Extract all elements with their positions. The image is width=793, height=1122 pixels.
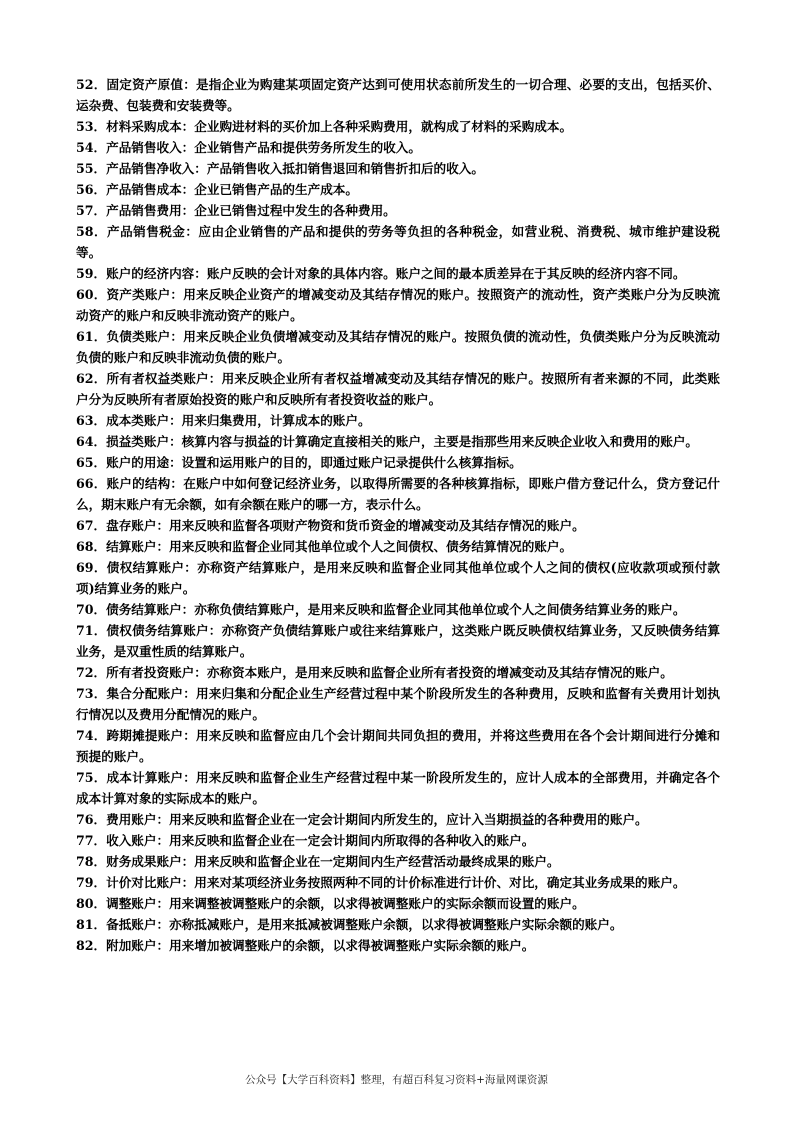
entry-78: 78．财务成果账户：用来反映和监督企业在一定期间内生产经营活动最终成果的账户。 bbox=[76, 854, 560, 869]
entry-82: 82．附加账户：用来增加被调整账户的余额，以求得被调整账户实际余额的账户。 bbox=[76, 938, 535, 953]
entry-68: 68．结算账户：用来反映和监督企业同其他单位或个人之间债权、债务结算情况的账户。 bbox=[76, 539, 573, 554]
entry-59: 59．账户的经济内容：账户反映的会计对象的具体内容。账户之间的最本质差异在于其反映的经济内容不同。 bbox=[76, 266, 686, 281]
entry-81: 81．备抵账户：亦称抵减账户，是用来抵减被调整账户余额，以求得被调整账户实际余额的账户。 bbox=[76, 917, 623, 932]
page-footer: 公众号【大学百科资料】整理，有超百科复习资料+海量网课资源 bbox=[245, 1074, 548, 1086]
entry-65: 65．账户的用途：设置和运用账户的目的，即通过账户记录提供什么核算指标。 bbox=[76, 455, 522, 470]
entry-73: 73．集合分配账户：用来归集和分配企业生产经营过程中某个阶段所发生的各种费用，反映和监督有关费用计划执行情况以及费用分配情况的账户。 bbox=[76, 686, 720, 722]
entry-64: 64．损益类账户：核算内容与损益的计算确定直接相关的账户，主要是指那些用来反映企业收入和费用的账户。 bbox=[76, 434, 699, 449]
entry-53: 53．材料采购成本：企业购进材料的买价加上各种采购费用，就构成了材料的采购成本。 bbox=[76, 119, 573, 134]
entry-74: 74．跨期摊提账户：用来反映和监督应由几个会计期间共同负担的费用，并将这些费用在各个会计期间进行分摊和预提的账户。 bbox=[76, 728, 720, 764]
entry-72: 72．所有者投资账户：亦称资本账户，是用来反映和监督企业所有者投资的增减变动及其结存情况的账户。 bbox=[76, 665, 673, 680]
entry-62: 62．所有者权益类账户：用来反映企业所有者权益增减变动及其结存情况的账户。按照所有者来源的不同，此类账户分为反映所有者原始投资的账户和反映所有者投资收益的账户。 bbox=[76, 371, 720, 407]
entry-57: 57．产品销售费用：企业已销售过程中发生的各种费用。 bbox=[76, 203, 396, 218]
entry-67: 67．盘存账户：用来反映和监督各项财产物资和货币资金的增减变动及其结存情况的账户。 bbox=[76, 518, 585, 533]
entry-80: 80．调整账户：用来调整被调整账户的余额，以求得被调整账户的实际余额而设置的账户。 bbox=[76, 896, 585, 911]
entry-66: 66．账户的结构：在账户中如何登记经济业务，以取得所需要的各种核算指标，即账户借方登记什么，贷方登记什么，期末账户有无余额，如有余额在账户的哪一方，表示什么。 bbox=[76, 476, 720, 512]
entry-79: 79．计价对比账户：用来对某项经济业务按照两种不同的计价标准进行计价、对比，确定其业务成果的账户。 bbox=[76, 875, 686, 890]
entry-76: 76．费用账户：用来反映和监督企业在一定会计期间内所发生的，应计入当期损益的各种费用的账户。 bbox=[76, 812, 648, 827]
entry-55: 55．产品销售净收入：产品销售收入抵扣销售退回和销售折扣后的收入。 bbox=[76, 161, 484, 176]
entry-75: 75．成本计算账户：用来反映和监督企业生产经营过程中某一阶段所发生的，应计人成本的全部费用，并确定各个成本计算对象的实际成本的账户。 bbox=[76, 770, 720, 806]
entry-54: 54．产品销售收入：企业销售产品和提供劳务所发生的收入。 bbox=[76, 140, 421, 155]
entry-52: 52．固定资产原值：是指企业为购建某项固定资产达到可使用状态前所发生的一切合理、必要的支出，包括买价、运杂费、包装费和安装费等。 bbox=[76, 77, 720, 113]
entry-70: 70．债务结算账户：亦称负债结算账户，是用来反映和监督企业同其他单位或个人之间债务结算业务的账户。 bbox=[76, 602, 686, 617]
entry-60: 60．资产类账户：用来反映企业资产的增减变动及其结存情况的账户。按照资产的流动性，资产类账户分为反映流动资产的账户和反映非流动资产的账户。 bbox=[76, 287, 720, 323]
entry-58: 58．产品销售税金：应由企业销售的产品和提供的劳务等负担的各种税金，如营业税、消费税、城市维护建设税等。 bbox=[76, 224, 720, 260]
entry-61: 61．负债类账户：用来反映企业负债增减变动及其结存情况的账户。按照负债的流动性，负债类账户分为反映流动负债的账户和反映非流动负债的账户。 bbox=[76, 329, 720, 365]
entry-71: 71．债权债务结算账户：亦称资产负债结算账户或往来结算账户，这类账户既反映债权结算业务，又反映债务结算业务，是双重性质的结算账户。 bbox=[76, 623, 720, 659]
entry-56: 56．产品销售成本：企业已销售产品的生产成本。 bbox=[76, 182, 358, 197]
entry-63: 63．成本类账户：用来归集费用，计算成本的账户。 bbox=[76, 413, 371, 428]
entry-69: 69．债权结算账户：亦称资产结算账户，是用来反映和监督企业同其他单位或个人之间的债权(应收款项或预付款项)结算业务的账户。 bbox=[76, 560, 720, 596]
document-body bbox=[76, 74, 720, 956]
entry-77: 77．收入账户：用来反映和监督企业在一定会计期间内所取得的各种收入的账户。 bbox=[76, 833, 535, 848]
